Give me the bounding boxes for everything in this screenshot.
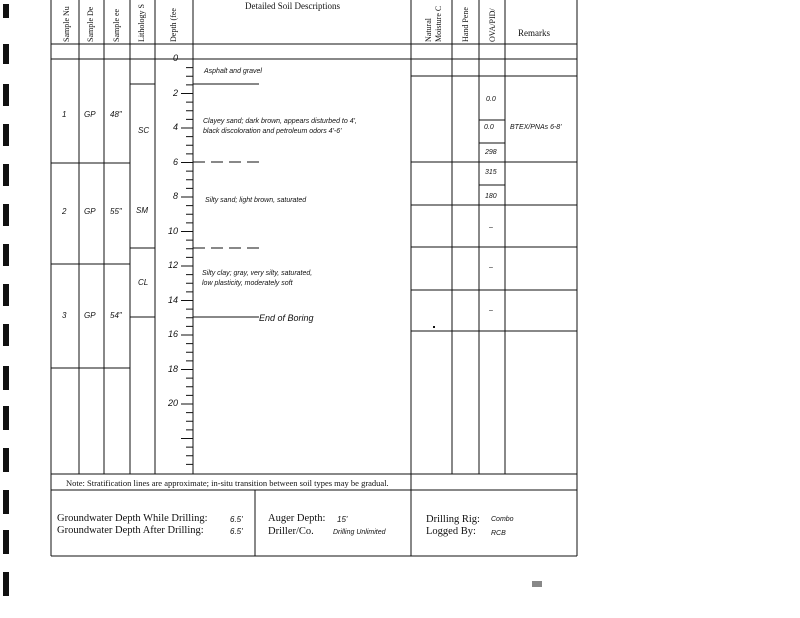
depth-label-20: 20 <box>167 398 178 408</box>
sample-2-number: 2 <box>62 207 67 216</box>
remark-btex: BTEX/PNAs 6-8' <box>510 124 562 131</box>
lithology-cl: CL <box>138 278 149 287</box>
footer-logged-label: Logged By: <box>426 526 476 537</box>
depth-label-12: 12 <box>167 260 178 270</box>
footer-gw-while-label: Groundwater Depth While Drilling: <box>57 513 208 524</box>
desc-end-of-boring: End of Boring <box>259 313 314 323</box>
header-ova-pid: OVA/PID/ <box>488 8 497 42</box>
depth-label-0: 0 <box>172 53 178 63</box>
footer-auger-value: 15' <box>337 515 348 524</box>
ova-reading-4: 315 <box>485 169 497 176</box>
footer-logged-value: RCB <box>491 530 506 537</box>
footer-gw-after-value: 6.5' <box>230 527 243 536</box>
ova-reading-1: 0.0 <box>486 96 496 103</box>
depth-label-8: 8 <box>172 191 178 201</box>
ova-reading-3: 298 <box>485 149 497 156</box>
footer-rig-value: Combo <box>491 516 514 523</box>
desc-clayey-2: black discoloration and petroleum odors 4'-6' <box>203 128 342 135</box>
header-remarks: Remarks <box>518 28 550 38</box>
footer-rig-label: Drilling Rig: <box>426 514 480 525</box>
ova-reading-8: – <box>489 307 493 314</box>
footer-driller-value: Drilling Unlimited <box>333 529 386 536</box>
sample-2-recovery: 55" <box>110 207 122 216</box>
depth-label-14: 14 <box>167 294 178 305</box>
header-lithology: Lithology S <box>137 3 146 42</box>
desc-silty-sand: Silty sand; light brown, saturated <box>205 197 307 204</box>
header-natural-moisture-1: Natural <box>424 18 433 42</box>
header-sample-depth: Sample De <box>86 6 95 42</box>
footer-driller-label: Driller/Co. <box>268 526 314 537</box>
footer-gw-while-value: 6.5' <box>230 515 243 524</box>
depth-label-10: 10 <box>167 225 178 236</box>
depth-label-6: 6 <box>172 156 178 167</box>
header-depth-feet: Depth (fee <box>169 8 178 42</box>
footer-gw-after-label: Groundwater Depth After Drilling: <box>57 525 204 536</box>
ova-reading-5: 180 <box>485 193 497 200</box>
ova-reading-6: – <box>489 224 493 231</box>
desc-silty-clay-2: low plasticity, moderately soft <box>202 280 293 287</box>
sample-1-number: 1 <box>62 110 67 119</box>
lithology-sc: SC <box>138 126 150 135</box>
depth-label-16: 16 <box>167 329 178 339</box>
header-hand-penetrometer: Hand Pene <box>461 7 470 42</box>
sample-3-number: 3 <box>62 311 67 320</box>
ova-reading-7: – <box>489 264 493 271</box>
header-natural-moisture-2: Moisture C <box>434 5 443 42</box>
header-detailed-soil-descriptions: Detailed Soil Descriptions <box>245 1 340 11</box>
sample-3-type: GP <box>84 311 96 320</box>
sample-2-type: GP <box>84 207 96 216</box>
ova-reading-2: 0.0 <box>484 124 494 131</box>
depth-label-2: 2 <box>172 87 178 98</box>
header-sample-number: Sample Nu <box>62 6 71 42</box>
desc-asphalt: Asphalt and gravel <box>204 68 262 75</box>
header-sample-ee: Sample ee <box>112 8 121 42</box>
sample-1-recovery: 48" <box>110 110 122 119</box>
sample-3-recovery: 54" <box>110 311 122 320</box>
desc-clayey-1: Clayey sand; dark brown, appears disturbed to 4', <box>203 118 357 125</box>
depth-label-18: 18 <box>167 363 178 374</box>
stratification-note: Note: Stratification lines are approximate; in-situ transition between soil types may be gradual. <box>66 478 389 488</box>
depth-label-4: 4 <box>172 122 178 132</box>
footer-auger-label: Auger Depth: <box>268 513 326 524</box>
lithology-sm: SM <box>136 206 148 215</box>
desc-silty-clay-1: Silty clay; gray, very silty, saturated, <box>202 270 313 277</box>
sample-1-type: GP <box>84 110 96 119</box>
